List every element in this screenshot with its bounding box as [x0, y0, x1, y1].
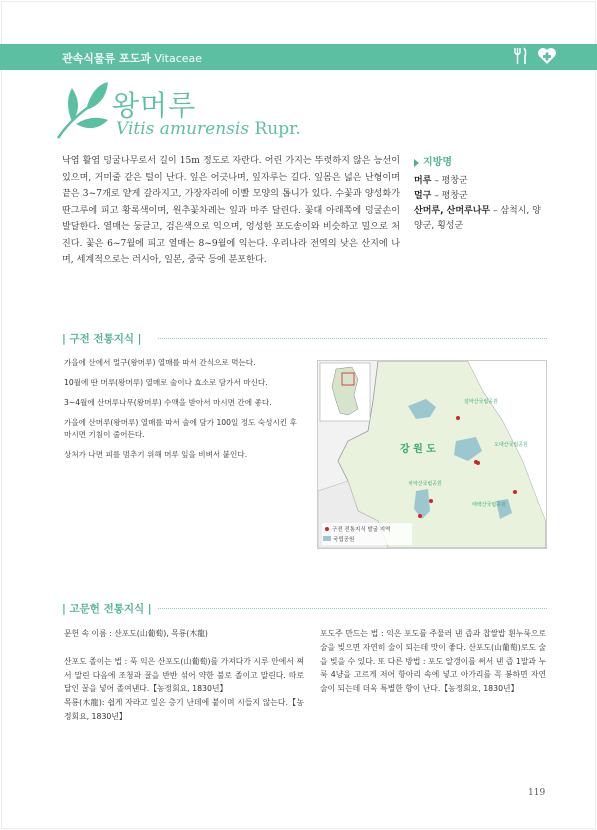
legend-park-icon: [323, 536, 331, 541]
local-name-sep: –: [490, 206, 501, 216]
literature-paragraph: 문헌 속 이름 : 산포도(山葡萄), 목룡(木龍): [64, 629, 208, 638]
local-names-title-text: 지방명: [423, 157, 452, 168]
traditional-item: 가을에 산에서 멀구(왕머루) 열매를 따서 간식으로 먹는다.: [64, 358, 256, 367]
location-point: [456, 416, 460, 420]
local-name: 멀구: [414, 191, 432, 201]
literature-paragraph: 목룡(木龍): 쉽게 자라고 잎은 층기 난데에 붙이며 시들지 않는다.【농정회요, 1830년】: [64, 698, 304, 721]
location-point: [429, 499, 433, 503]
category-korean: 관속식물류 포도과: [62, 52, 151, 65]
park-label: 태백산국립공원: [472, 502, 506, 508]
park-label: 설악산국립공원: [464, 399, 498, 405]
leaf-logo-icon: [50, 80, 110, 142]
latin-binomial: Vitis amurensis: [116, 119, 250, 139]
traditional-divider: [158, 338, 547, 340]
cutlery-icon: [513, 47, 527, 65]
location-point: [513, 490, 517, 494]
literature-spacer: [64, 641, 304, 655]
health-heart-icon: [537, 47, 557, 65]
traditional-item: 가을에 산머루(왕머루) 열매를 따서 술에 담가 100일 정도 숙성시킨 후 마시면 기침이 줄어든다.: [64, 418, 297, 439]
location-point: [476, 461, 480, 465]
local-name: 머루: [414, 176, 432, 186]
traditional-item: 3~4월에 산머루나무(왕머루) 수액을 받아서 마시면 간에 좋다.: [64, 398, 272, 407]
traditional-list: [64, 357, 304, 469]
plant-description: 낙엽 활엽 덩굴나무로서 길이 15m 정도로 자란다. 어린 가지는 뚜렷하지 않은 능선이 있으며, 거미줄 같은 털이 난다. 잎은 어긋나며, 잎자루는 길다. 잎몸은 넓은 난형이며 끝은 3~7개로 얕게 갈라지고, 가장자리에 이빨 모양의 톱니가 있다. 수꽃과 양성화가 딴그루에 피고 황록색이며, 원추꽃차례는 잎과 마주 달린다. 꽃대 아래쪽에 덩굴손이 발달한다. 열매는 둥글고, 검은색으로 익으며, 엉성한 포도송이와 비슷하고 밀으로 처진다. 꽃은 6~7월에 피고 열매는 8~9월에 익는다. 우리나라 전역의 낮은 산지에 나며, 세계적으로는 러시아, 일본, 중국 등에 분포한다.: [62, 156, 400, 265]
local-name: 산머루, 산머루나무: [414, 206, 491, 216]
local-names-box: [414, 155, 544, 234]
legend-label: 구전 전통지식 발굴 지역: [332, 527, 391, 533]
province-label: 강 원 도: [400, 444, 436, 455]
plant-name-latin: [116, 119, 301, 139]
literature-right-column: [320, 627, 546, 696]
page-number: 119: [528, 788, 546, 798]
literature-paragraph: 산포도 졸이는 법 : 푹 익은 산포도(山葡萄)를 가져다가 시루 안에서 쪄서 말린 다음에 조청과 꿀을 반반 섞어 약한 불로 졸이고 말린다. 따로 달인 꿀을 넣어 졸여낸다.【농정회요, 1830년】: [64, 656, 304, 694]
local-name-item: [414, 189, 544, 204]
literature-divider: [158, 608, 547, 610]
location-point: [418, 514, 422, 518]
legend-label: 국립공원: [333, 537, 355, 543]
traditional-heading: | 구전 전통지식 |: [62, 333, 142, 345]
local-names-title: [414, 155, 544, 170]
legend-point-icon: [325, 527, 329, 531]
latin-author: Rupr.: [249, 119, 301, 139]
park-label: 오대산국립공원: [494, 442, 528, 448]
local-name-region: 평창군: [441, 176, 468, 186]
region-map-svg: [318, 361, 546, 548]
local-name-region: 평창군: [441, 191, 468, 201]
local-name-sep: –: [431, 176, 442, 186]
local-name-sep: –: [431, 191, 442, 201]
header-icons: [513, 47, 557, 65]
literature-left-column: [64, 627, 304, 724]
traditional-item: 10월에 딴 머루(왕머루) 열매로 술이나 효소로 담가서 마신다.: [64, 378, 268, 387]
local-name-region: 삼척시, 양양군, 횡성군: [414, 206, 541, 231]
local-name-item: [414, 204, 544, 234]
literature-heading: | 고문헌 전통지식 |: [62, 603, 152, 615]
category-latin: Vitaceae: [150, 52, 203, 65]
plant-name-korean: 왕머루: [112, 89, 197, 122]
region-map: [317, 360, 547, 549]
park-label: 치악산국립공원: [408, 481, 442, 487]
literature-paragraph: 포도주 만드는 법 : 익은 포도를 주물러 낸 즙과 찹쌀밥 흰누룩으로 술을 빚으면 자연히 술이 되는데 맛이 좋다. 산포도(山葡萄)로도 술을 빚을 수 있다. 또 다른 방법 : 포도 알갱이를 써서 낸 즙 1말과 누룩 4냥을 고르게 저어 항아리 속에 넣고 아가리를 꼭 봉하면 자연 술이 되는데 더욱 특별한 향이 난다.【농정회요, 1830년】: [320, 629, 546, 694]
triangle-bullet-icon: [414, 159, 419, 167]
category-label: [62, 50, 202, 66]
traditional-item: 상처가 나면 피를 멈추기 위해 머루 잎을 비벼서 붙인다.: [64, 449, 248, 459]
local-name-item: [414, 174, 544, 189]
